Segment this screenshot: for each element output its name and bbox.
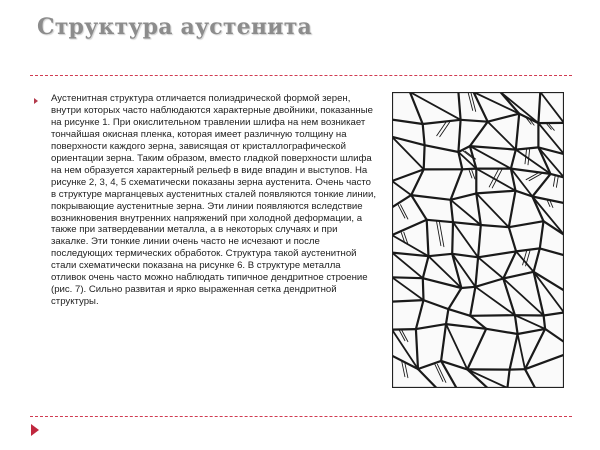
grain-boundary: [481, 225, 509, 227]
grain-boundary: [470, 315, 515, 316]
grain-boundary: [416, 329, 418, 369]
grain-boundary: [392, 329, 416, 330]
grain-boundary: [392, 277, 424, 300]
grain-boundary: [475, 279, 503, 287]
grain-boundary: [410, 92, 461, 120]
grain-boundary: [423, 256, 429, 278]
grain-boundary: [423, 120, 461, 124]
grain-boundary: [516, 114, 519, 150]
twin-line: [465, 151, 476, 159]
grain-boundary: [516, 248, 540, 251]
grain-boundary: [461, 120, 488, 122]
slide-title: Структура аустенита: [37, 14, 312, 40]
grain-boundary: [452, 222, 453, 254]
grain-boundary: [518, 329, 546, 334]
grain-boundary: [470, 287, 475, 316]
body-paragraph: Аустенитная структура отличается полиэдрической формой зерен, внутри которых часто наблюдаются характерные двойники, показанные на рисунке 1. При окислительном травлении шлифа на нем возникает тончайшая окисная пленка, которая имеет различную толщину на поверхности каждого зерна, зависящая от кристаллографической ориентации зерна. Таким образом, вместо гладкой поверхности шлифа на нем образуется характерный рельеф в виде впадин и выступов. На рисунке 2, 3, 4, 5 схематически показаны зерна аустенита. Очень часто в структуре марганцевых аустенитных сталей появляются тонкие линии, покрывающие аустенитные зерна. Эти линии появляются вследствие возникновения внутренних напряжений при холодной деформации, а также при затвердевании металла, а в некоторых случаях и при закалке. Эти тонкие линии очень часто не исчезают и после последующих термических обработок. Структура такой аустенитной стали схематически показана на рисунке 6. В структуре металла отливок очень часто можно наблюдать типичное дендритное строение (рис. 7). Сильно развитая и ярко выраженная сетка дендритной структуры.: [51, 93, 377, 308]
grain-boundary: [392, 181, 411, 195]
grain-boundary: [451, 193, 477, 199]
grain-boundary: [545, 329, 564, 342]
grain-boundary: [392, 253, 423, 279]
grain-boundary: [452, 254, 478, 257]
grain-boundary: [451, 200, 481, 225]
grain-boundary: [392, 277, 423, 278]
grain-boundary: [544, 313, 564, 316]
grain-boundary: [424, 300, 449, 309]
grain-boundary: [478, 225, 481, 257]
triangle-arrow-icon: [31, 424, 39, 436]
grain-boundary: [540, 221, 544, 248]
grain-boundary: [478, 257, 503, 278]
grain-boundary: [488, 114, 520, 122]
grain-boundary: [411, 195, 450, 200]
grain-boundary: [503, 251, 516, 278]
grain-boundary: [410, 92, 423, 124]
grain-boundary: [453, 222, 478, 257]
grain-boundary: [423, 278, 424, 300]
grain-boundary: [544, 316, 546, 329]
grain-boundary: [423, 124, 425, 145]
grain-boundary: [475, 257, 478, 287]
grain-boundary: [516, 147, 539, 149]
grain-boundary: [467, 329, 486, 370]
grain-boundary: [441, 324, 446, 361]
grain-boundary: [518, 334, 525, 369]
grain-boundary: [462, 169, 476, 170]
grain-boundary: [488, 122, 516, 150]
grain-boundary: [424, 145, 425, 169]
grain-boundary: [427, 220, 429, 256]
grain-boundary: [467, 369, 507, 388]
footer-divider: [30, 416, 572, 417]
grain-boundary: [478, 251, 516, 257]
grain-boundary: [425, 145, 459, 152]
grain-boundary: [429, 254, 453, 256]
grain-boundary: [511, 150, 516, 169]
grain-boundary: [515, 315, 545, 329]
grain-boundary: [507, 370, 509, 388]
grain-boundary: [446, 309, 448, 324]
grain-boundary: [411, 195, 427, 220]
grain-boundary: [392, 300, 424, 302]
grain-boundary: [516, 251, 534, 271]
grain-boundary: [451, 169, 463, 200]
grain-boundary: [392, 195, 411, 207]
grain-boundary: [448, 288, 461, 309]
grain-boundary: [461, 287, 475, 288]
grain-boundary: [540, 92, 564, 123]
grain-boundary: [503, 272, 533, 279]
austenite-micrograph: [392, 92, 564, 388]
grain-boundary: [538, 92, 540, 123]
grain-boundary: [534, 248, 540, 271]
grain-boundary: [416, 324, 446, 329]
twin-line: [528, 150, 530, 165]
grain-boundary: [392, 120, 423, 124]
grain-boundary: [392, 220, 427, 235]
grain-boundary: [509, 191, 516, 228]
grain-boundary: [451, 200, 453, 222]
micrograph-drawing: [392, 92, 564, 388]
grain-boundary: [476, 169, 515, 191]
grain-boundary: [416, 300, 424, 329]
grain-boundary: [476, 191, 515, 194]
grain-boundary: [448, 309, 470, 316]
grain-boundary: [458, 92, 460, 120]
grain-boundary: [540, 248, 564, 255]
grain-boundary: [475, 287, 515, 315]
triangle-bullet-icon: [34, 98, 38, 104]
grain-boundary: [525, 369, 535, 388]
grain-boundary: [474, 92, 488, 122]
twin-line: [556, 176, 558, 187]
grain-boundary: [458, 120, 460, 152]
grain-boundary: [467, 369, 487, 388]
grain-boundary: [515, 315, 518, 334]
title-divider: [30, 75, 572, 76]
grain-boundary: [509, 221, 544, 227]
grain-boundary: [418, 369, 437, 388]
grain-boundary: [470, 122, 488, 146]
grain-boundary: [510, 334, 518, 370]
twin-line: [468, 92, 473, 110]
twin-line: [553, 175, 555, 186]
grain-boundary: [509, 227, 516, 251]
grain-boundary: [486, 329, 517, 334]
